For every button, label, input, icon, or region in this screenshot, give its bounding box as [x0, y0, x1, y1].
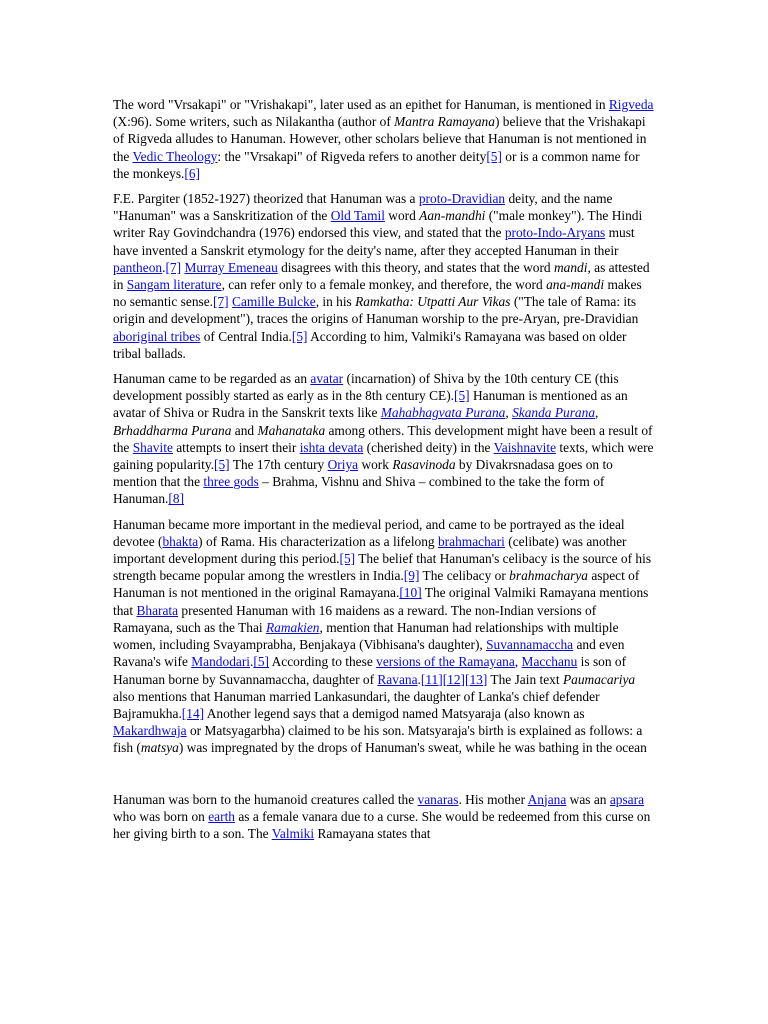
text-run: as a female vanara due to a curse. She would be redeemed from this curse on her giving birth to a son. The: [113, 808, 651, 841]
inline-link[interactable]: proto-Dravidian: [418, 191, 506, 207]
text-run: .: [417, 671, 421, 687]
text-run: by Divakrsnadasa goes on to mention that the: [113, 457, 613, 490]
inline-link[interactable]: Mandodari: [191, 654, 251, 670]
inline-link[interactable]: [14]: [181, 705, 205, 721]
text-run: Another legend says that a demigod named Matsyaraja (also known as: [204, 705, 585, 721]
inline-link[interactable]: Suvannamaccha: [486, 637, 574, 653]
text-run: ("The tale of Rama: its origin and development"), traces the origins of Hanuman worship to the pre-Aryan, pre-Dravidian: [113, 294, 639, 327]
text-run: was an: [566, 791, 610, 807]
text-run: must have invented a Sanskrit etymology for the deity's name, after they accepted Hanuman in their: [113, 225, 635, 258]
text-run: : the "Vrsakapi" of Rigveda refers to another deity: [217, 148, 487, 164]
paragraph-1: [113, 96, 657, 182]
text-run: The 17th century: [229, 457, 328, 473]
text-run: The celibacy or: [419, 568, 510, 584]
inline-link[interactable]: avatar: [310, 371, 344, 387]
text-run: attempts to insert their: [172, 439, 300, 455]
inline-link[interactable]: Old Tamil: [330, 208, 385, 224]
text-run: (incarnation) of Shiva by the 10th century CE (this development possibly started as early as in the 8th century CE).: [113, 371, 619, 404]
inline-link[interactable]: [5]: [291, 328, 308, 344]
italic-term: ana-mandi: [546, 277, 605, 293]
text-run: Hanuman became more important in the medieval period, and came to be portrayed as the ideal devotee (: [113, 516, 625, 549]
text-run: According to him, Valmiki's Ramayana was based on older tribal ballads.: [113, 328, 627, 361]
inline-link[interactable]: proto-Indo-Aryans: [504, 225, 606, 241]
italic-term: Mantra Ramayana: [394, 114, 495, 130]
text-run: , can refer only to a female monkey, and therefore, the word: [221, 277, 547, 293]
inline-link[interactable]: [7]: [213, 294, 229, 310]
text-run: word: [384, 208, 420, 224]
text-run: The belief that Hanuman's celibacy is the source of his strength became popular among the wrestlers in India.: [113, 551, 652, 584]
text-run: or Matsyagarbha) claimed to be his son. Matsyaraja's birth is explained as follows: a fish (: [113, 723, 643, 756]
paragraph-2: [113, 190, 657, 362]
inline-link[interactable]: Anjana: [527, 791, 567, 807]
inline-link[interactable]: versions of the Ramayana: [376, 654, 515, 670]
italic-term: Rasavinoda: [392, 457, 456, 473]
italic-term: matsya: [140, 740, 179, 756]
text-run: of Central India.: [200, 328, 292, 344]
document-body: [113, 96, 657, 850]
italic-term: Paumacariya: [562, 671, 636, 687]
text-run: ) was impregnated by the drops of Hanuman's sweat, while he was bathing in the ocean: [178, 740, 647, 756]
inline-link[interactable]: Ramakien: [265, 619, 320, 635]
text-run: , as attested in: [113, 259, 650, 293]
inline-link[interactable]: [10]: [399, 585, 422, 601]
text-run: (celibate) was another important development during this period.: [113, 533, 627, 567]
text-run: Ramayana states that: [314, 825, 431, 841]
inline-link[interactable]: Ravana: [377, 671, 418, 687]
inline-link[interactable]: [5]: [339, 551, 356, 567]
text-run: disagrees with this theory, and states that the word: [277, 259, 554, 275]
inline-link[interactable]: Skanda Purana: [512, 405, 596, 421]
text-run: makes no semantic sense.: [113, 277, 642, 310]
text-run: among others. This development might have been a result of the: [113, 422, 653, 455]
inline-link[interactable]: Makardhwaja: [113, 723, 187, 739]
text-run: (cherished deity) in the: [363, 439, 494, 455]
inline-link[interactable]: [5]: [214, 457, 230, 473]
inline-link[interactable]: [5]: [454, 388, 470, 404]
inline-link[interactable]: bhakta: [162, 533, 199, 549]
italic-term: brahmacharya: [509, 568, 589, 584]
inline-link[interactable]: [5]: [253, 654, 270, 670]
paragraph-4: [113, 516, 657, 757]
text-run: ) believe that the Vrishakapi of Rigveda alludes to Hanuman. However, other scholars believe that Hanuman is not mentioned in the: [113, 114, 647, 164]
inline-link[interactable]: Mahabhagvata Purana: [380, 405, 506, 421]
inline-link[interactable]: brahmachari: [437, 533, 505, 549]
text-run: According to these: [269, 654, 377, 670]
inline-link[interactable]: Sangam literature: [126, 277, 222, 293]
inline-link[interactable]: [11][12][13]: [420, 671, 488, 687]
inline-link[interactable]: Camille Bulcke: [232, 294, 316, 310]
italic-term: Mahanataka: [257, 422, 326, 438]
text-run: F.E. Pargiter (1852-1927) theorized that Hanuman was a: [113, 191, 419, 207]
text-run: .: [250, 654, 254, 670]
inline-link[interactable]: Bharata: [136, 602, 179, 618]
inline-link[interactable]: Valmiki: [271, 825, 315, 841]
text-run: , in his: [315, 294, 356, 310]
inline-link[interactable]: [9]: [403, 568, 420, 584]
text-run: work: [358, 457, 393, 473]
inline-link[interactable]: aboriginal tribes: [113, 328, 201, 344]
text-run: ,: [514, 654, 522, 670]
inline-link[interactable]: vanaras: [417, 791, 459, 807]
text-run: Hanuman was born to the humanoid creatures called the: [113, 791, 418, 807]
text-run: Hanuman is mentioned as an avatar of Shiva or Rudra in the Sanskrit texts like: [113, 388, 628, 421]
inline-link[interactable]: Vedic Theology: [132, 148, 218, 164]
paragraph-5: [113, 791, 657, 843]
text-run: .: [162, 259, 166, 275]
inline-link[interactable]: [7]: [165, 259, 182, 275]
text-run: ,: [505, 405, 513, 421]
italic-term: Ramkatha: Utpatti Aur Vikas: [355, 294, 511, 310]
inline-link[interactable]: three gods: [203, 474, 259, 490]
inline-link[interactable]: Oriya: [327, 457, 359, 473]
inline-link[interactable]: [6]: [184, 165, 201, 181]
inline-link[interactable]: Rigveda: [608, 97, 654, 112]
inline-link[interactable]: ishta devata: [299, 439, 364, 455]
text-run: The Jain text: [487, 671, 563, 687]
text-run: also mentions that Hanuman married Lankasundari, the daughter of Lanka's chief defender Bajramukha.: [113, 688, 600, 721]
italic-term: mandi: [553, 259, 588, 275]
inline-link[interactable]: [8]: [168, 491, 185, 507]
text-run: ("male monkey"). The Hindi writer Ray Govindchandra (1976) endorsed this view, and stated that the: [113, 208, 643, 241]
text-run: deity, and the name "Hanuman" was a Sanskritization of the: [113, 191, 613, 224]
inline-link[interactable]: Shavite: [132, 439, 173, 455]
text-run: texts, which were gaining popularity.: [113, 439, 654, 473]
text-run: and: [231, 422, 258, 438]
text-run: aspect of Hanuman is not mentioned in the original Ramayana.: [113, 568, 640, 601]
inline-link[interactable]: Macchanu: [521, 654, 578, 670]
text-run: – Brahma, Vishnu and Shiva – combined to the take the form of Hanuman.: [113, 474, 605, 507]
italic-term: Aan-mandhi: [419, 208, 486, 224]
text-run: The original Valmiki Ramayana mentions that: [113, 585, 649, 618]
inline-link[interactable]: Vaishnavite: [493, 439, 557, 455]
paragraph-3: [113, 370, 657, 508]
inline-link[interactable]: earth: [208, 808, 235, 824]
italic-term: Brhaddharma Purana: [113, 422, 232, 438]
text-run: . His mother: [458, 791, 528, 807]
inline-link[interactable]: pantheon: [113, 259, 163, 275]
text-run: is son of Hanuman borne by Suvannamaccha, daughter of: [113, 654, 627, 687]
text-run: and even Ravana's wife: [113, 637, 625, 670]
text-run: The word "Vrsakapi" or "Vrishakapi", later used as an epithet for Hanuman, is mentioned in: [113, 97, 609, 112]
inline-link[interactable]: Murray Emeneau: [184, 259, 278, 275]
text-run: ) of Rama. His characterization as a lifelong: [198, 533, 438, 549]
text-run: presented Hanuman with 16 maidens as a reward. The non-Indian versions of Ramayana, such as the Thai: [113, 602, 597, 635]
inline-link[interactable]: [5]: [486, 148, 502, 164]
text-run: ,: [595, 405, 599, 421]
text-run: (X:96). Some writers, such as Nilakantha (author of: [113, 114, 395, 130]
text-run: , mention that Hanuman had relationships with multiple women, including Svayamprabha, Benjakaya (Vibhisana's daughter),: [113, 619, 619, 653]
text-run: who was born on: [113, 808, 209, 824]
text-run: Hanuman came to be regarded as an: [113, 371, 311, 387]
text-run: or is a common name for the monkeys.: [113, 148, 640, 181]
inline-link[interactable]: apsara: [609, 791, 645, 807]
